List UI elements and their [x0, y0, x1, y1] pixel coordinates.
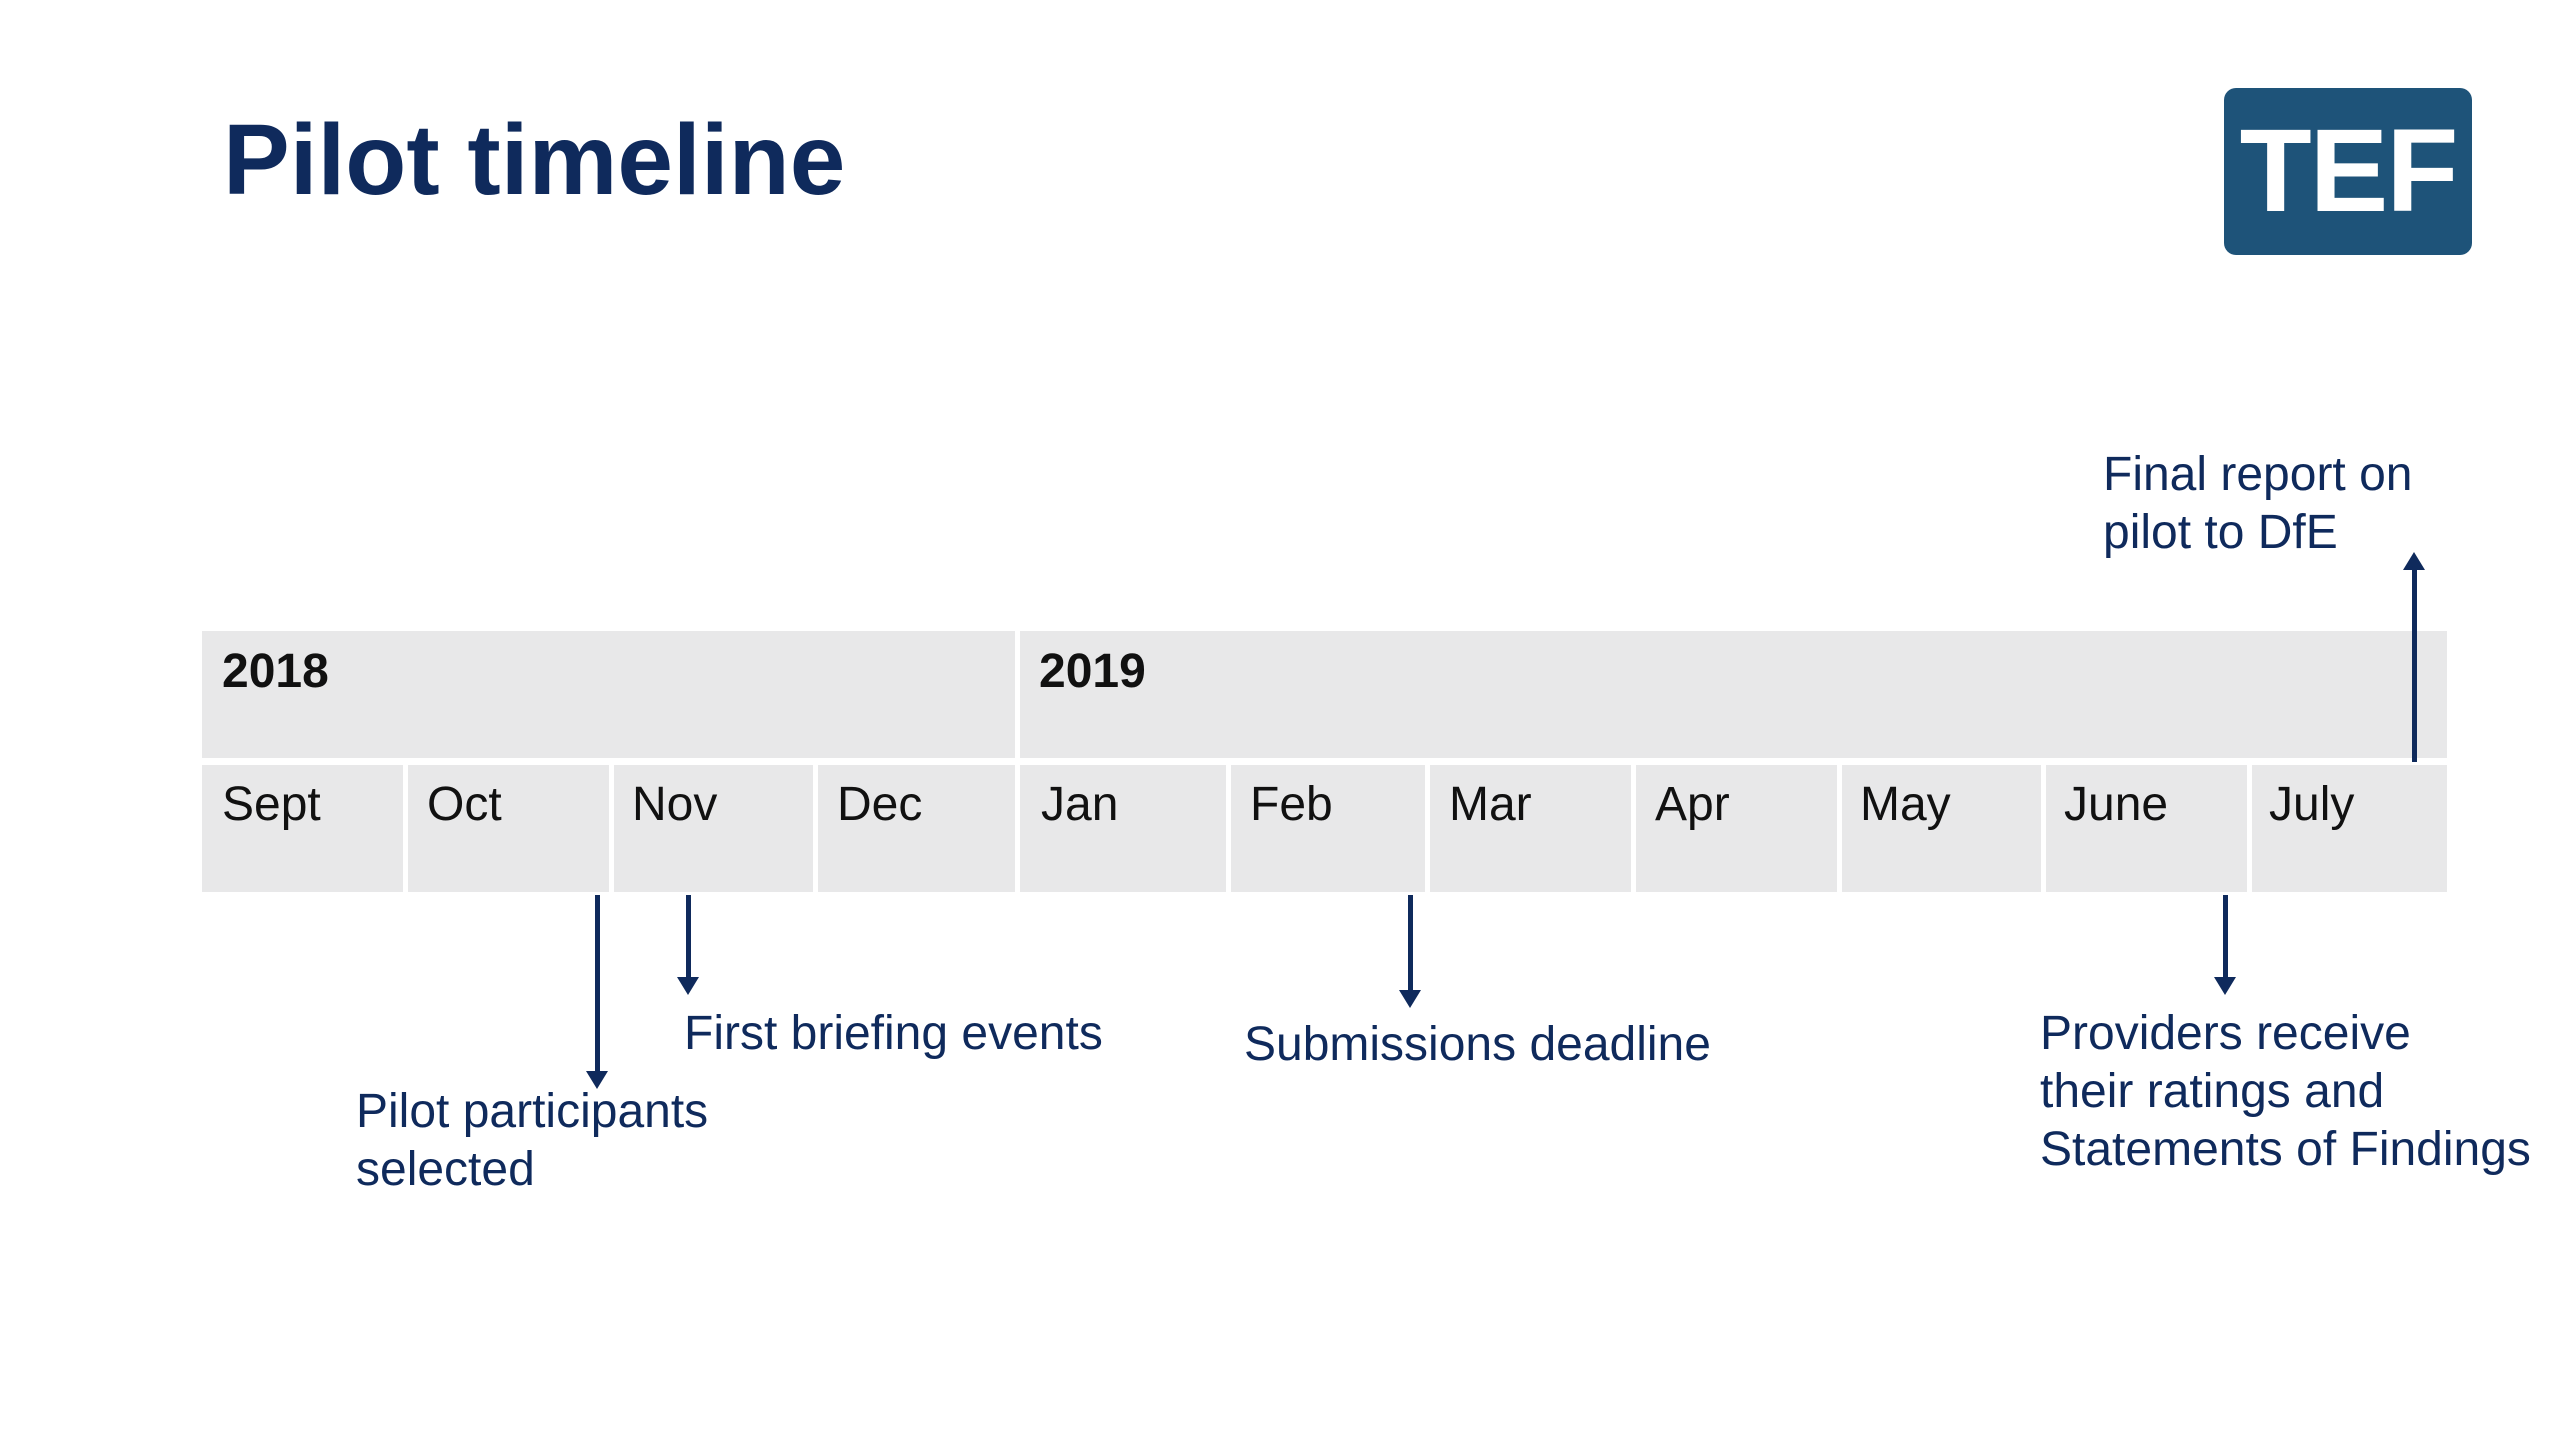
note-line: pilot to DfE	[2103, 506, 2338, 559]
month-label-july: July	[2269, 778, 2355, 831]
note-submissions-deadline	[1244, 1016, 1711, 1074]
arrow-submissions-deadline	[1408, 895, 1413, 994]
arrow-final-report	[2412, 566, 2417, 762]
note-line: Pilot participants	[356, 1085, 709, 1138]
note-line: selected	[356, 1143, 535, 1196]
note-pilot-participants	[356, 1083, 708, 1199]
month-label-sept: Sept	[222, 778, 321, 831]
month-label-june: June	[2064, 778, 2169, 831]
month-label-may: May	[1860, 778, 1951, 831]
month-label-apr: Apr	[1655, 778, 1730, 831]
month-label-jan: Jan	[1041, 778, 1119, 831]
arrow-pilot-participants	[595, 895, 600, 1075]
month-label-dec: Dec	[837, 778, 923, 831]
note-line: First briefing events	[684, 1007, 1103, 1060]
year-cell-2019	[1020, 631, 2447, 758]
month-label-nov: Nov	[632, 778, 718, 831]
note-line: Providers receive	[2040, 1007, 2411, 1060]
note-providers-receive	[2040, 1005, 2531, 1179]
year-label-2019: 2019	[1039, 645, 1146, 698]
arrow-first-briefing	[686, 895, 691, 981]
month-label-oct: Oct	[427, 778, 502, 831]
slide-title: Pilot timeline	[223, 104, 846, 216]
note-line: Submissions deadline	[1244, 1018, 1711, 1071]
month-label-mar: Mar	[1449, 778, 1532, 831]
note-line: their ratings and	[2040, 1065, 2385, 1118]
tef-logo: TEF	[2224, 88, 2472, 255]
arrow-providers-receive	[2223, 895, 2228, 981]
month-label-feb: Feb	[1250, 778, 1333, 831]
note-first-briefing	[684, 1005, 1103, 1063]
year-label-2018: 2018	[222, 645, 329, 698]
note-line: Final report on	[2103, 448, 2413, 501]
note-line: Statements of Findings	[2040, 1123, 2531, 1176]
note-final-report	[2103, 446, 2413, 562]
